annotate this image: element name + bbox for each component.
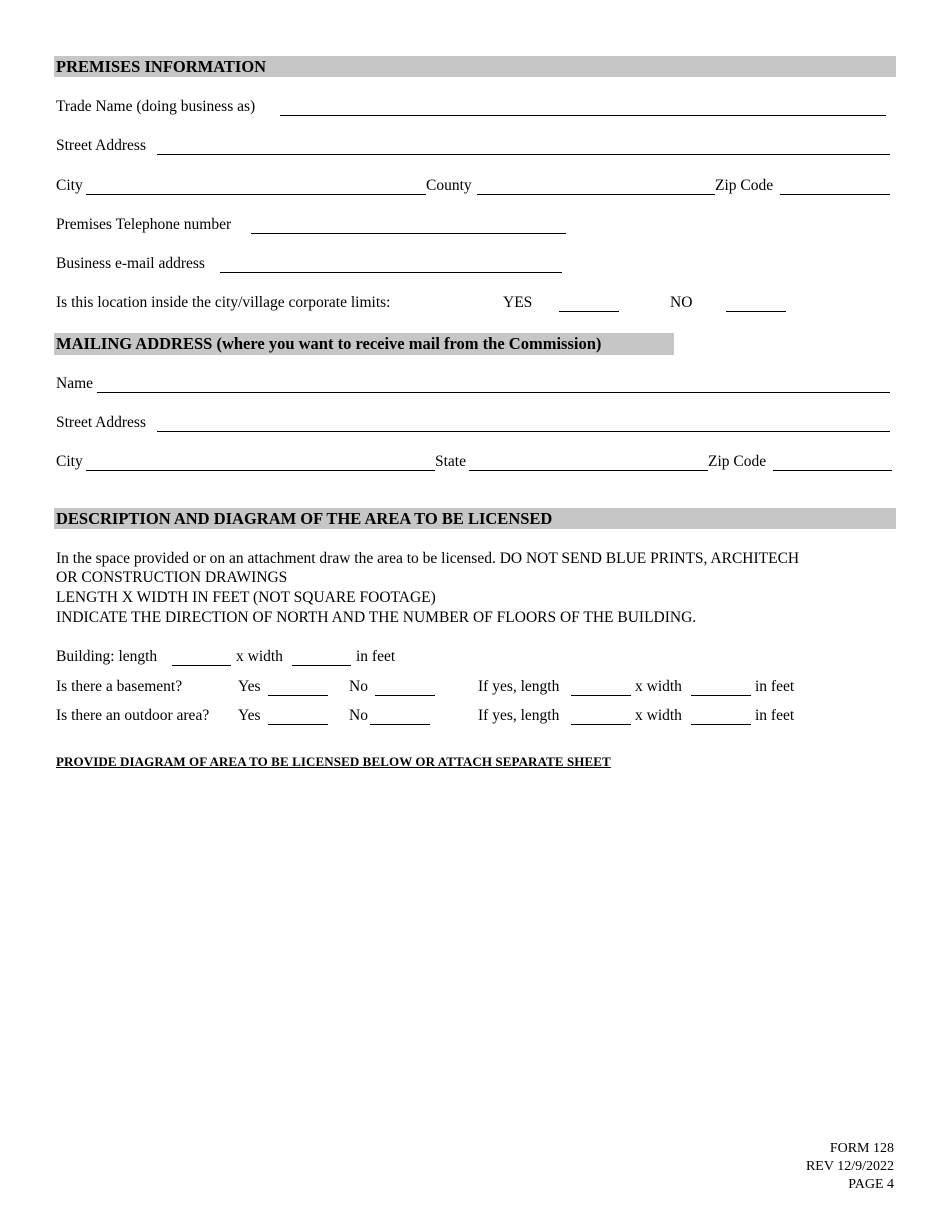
page-number: PAGE 4 [848,1177,894,1192]
premises-street-address-label: Street Address [56,137,146,154]
outdoor-width-label: x width [635,707,682,724]
outdoor-yes-label: Yes [238,707,261,724]
mailing-section-header [54,333,674,355]
diagram-instruction: PROVIDE DIAGRAM OF AREA TO BE LICENSED BELOW OR ATTACH SEPARATE SHEET [56,754,611,769]
outdoor-width-field[interactable] [691,724,751,725]
premises-telephone-label: Premises Telephone number [56,216,232,233]
building-width-field[interactable] [292,665,351,666]
form-footer [806,1140,894,1194]
outdoor-question: Is there an outdoor area? [56,707,210,724]
form-revision: REV 12/9/2022 [805,1159,894,1174]
premises-county-label: County [426,177,472,194]
city-limits-yes-label: YES [503,294,533,311]
premises-heading: PREMISES INFORMATION [56,57,267,76]
outdoor-if-yes-length-label: If yes, length [478,707,560,724]
basement-in-feet-label: in feet [755,678,795,695]
description-section-header [54,508,896,529]
building-length-field[interactable] [172,665,231,666]
basement-no-field[interactable] [375,695,435,696]
mailing-street-address-field[interactable] [157,431,890,432]
premises-street-address-field[interactable] [157,154,890,155]
basement-width-field[interactable] [691,695,751,696]
building-width-label: x width [236,648,283,665]
premises-telephone-field[interactable] [251,233,566,234]
instructions-line-4: INDICATE THE DIRECTION OF NORTH AND THE NUMBER OF FLOORS OF THE BUILDING. [56,609,697,626]
mailing-zip-field[interactable] [773,470,892,471]
business-email-label: Business e-mail address [56,255,205,272]
basement-no-label: No [349,678,368,695]
mailing-heading: MAILING ADDRESS (where you want to receive mail from the Commission) [56,334,602,353]
diagram-drawing-area[interactable] [54,780,896,1130]
basement-if-yes-length-label: If yes, length [478,678,560,695]
mailing-city-label: City [56,453,83,470]
mailing-state-field[interactable] [469,470,708,471]
premises-zip-label: Zip Code [715,177,774,194]
business-email-field[interactable] [220,272,562,273]
basement-yes-label: Yes [238,678,261,695]
instructions-line-3: LENGTH X WIDTH IN FEET (NOT SQUARE FOOTAGE) [56,589,436,606]
outdoor-no-label: No [349,707,368,724]
instructions-line-1: In the space provided or on an attachment draw the area to be licensed. DO NOT SEND BLUE PRINTS, ARCHITECH [56,550,800,567]
trade-name-label: Trade Name (doing business as) [56,98,256,115]
mailing-name-field[interactable] [97,392,890,393]
instructions-line-2: OR CONSTRUCTION DRAWINGS [56,569,288,586]
premises-zip-field[interactable] [780,194,890,195]
city-limits-no-label: NO [670,294,693,311]
city-limits-no-field[interactable] [726,311,786,312]
city-limits-question: Is this location inside the city/village corporate limits: [56,294,391,311]
mailing-city-field[interactable] [86,470,435,471]
outdoor-no-field[interactable] [370,724,430,725]
basement-yes-field[interactable] [268,695,328,696]
basement-length-field[interactable] [571,695,631,696]
city-limits-yes-field[interactable] [559,311,619,312]
basement-width-label: x width [635,678,682,695]
premises-county-field[interactable] [477,194,715,195]
building-in-feet-label: in feet [356,648,396,665]
premises-section-header [54,56,896,77]
description-heading: DESCRIPTION AND DIAGRAM OF THE AREA TO BE LICENSED [56,509,553,528]
basement-question: Is there a basement? [56,678,183,695]
outdoor-yes-field[interactable] [268,724,328,725]
mailing-zip-label: Zip Code [708,453,767,470]
mailing-state-label: State [435,453,466,470]
premises-city-label: City [56,177,83,194]
mailing-name-label: Name [56,375,94,392]
mailing-street-address-label: Street Address [56,414,146,431]
premises-city-field[interactable] [86,194,426,195]
outdoor-in-feet-label: in feet [755,707,795,724]
building-length-label: Building: length [56,648,158,665]
form-number: FORM 128 [829,1141,894,1156]
outdoor-length-field[interactable] [571,724,631,725]
trade-name-field[interactable] [280,115,886,116]
